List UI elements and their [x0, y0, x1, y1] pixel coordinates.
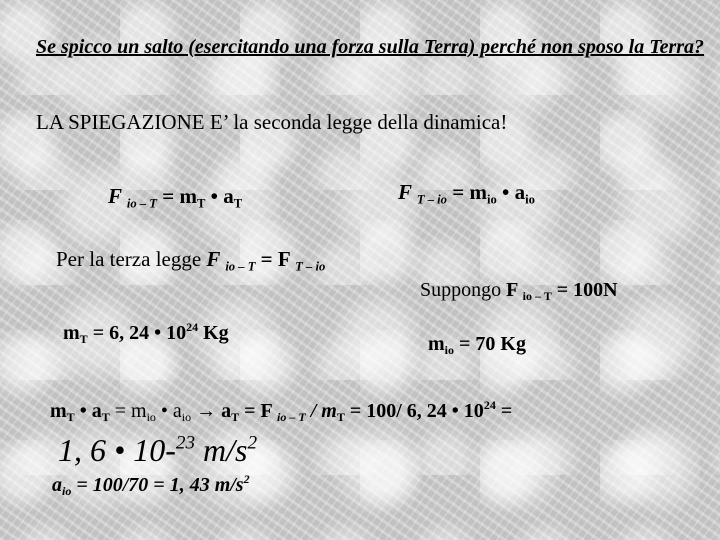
calc-acceleration-earth: $m_T$ • $a_T = m_{io}$ • $a_{io} \to a_T = F$ $_{io - T} / m_T = 100/$ 6, 24 • $10^{24}$ = — [50, 398, 513, 424]
third-law-text: Per la terza legge F $_{io - T}$ = F $_{T - io}$ — [56, 247, 326, 274]
result-acceleration-io: $a_{io} = 100/70 = 1$, 43 $m/s^2$ — [52, 472, 250, 498]
arrow-icon: → — [191, 399, 222, 422]
mass-earth: $m_T = 6$, 24 • $10^{24}$ Kg — [63, 320, 229, 346]
mass-io: $m_{io} = 70$ Kg — [428, 333, 526, 358]
result-acceleration-earth: 1, 6 • 10-$^{23}$ $m/s^2$ — [58, 432, 258, 468]
intro-text: LA SPIEGAZIONE E’ la seconda legge della dinamica! — [36, 110, 508, 134]
slide-title: Se spicco un salto (esercitando una forza sulla Terra) perché non sposo la Terra? — [36, 36, 705, 58]
assumption-force: Suppongo F $_{io - T}$ = 100N — [420, 279, 618, 304]
formula-force-earth-io: F $_{T - io} = m_{io}$ • $a_{io}$ — [398, 180, 535, 207]
formula-force-io-earth: F $_{io - T} = m_T$ • $a_T$ — [108, 184, 243, 211]
